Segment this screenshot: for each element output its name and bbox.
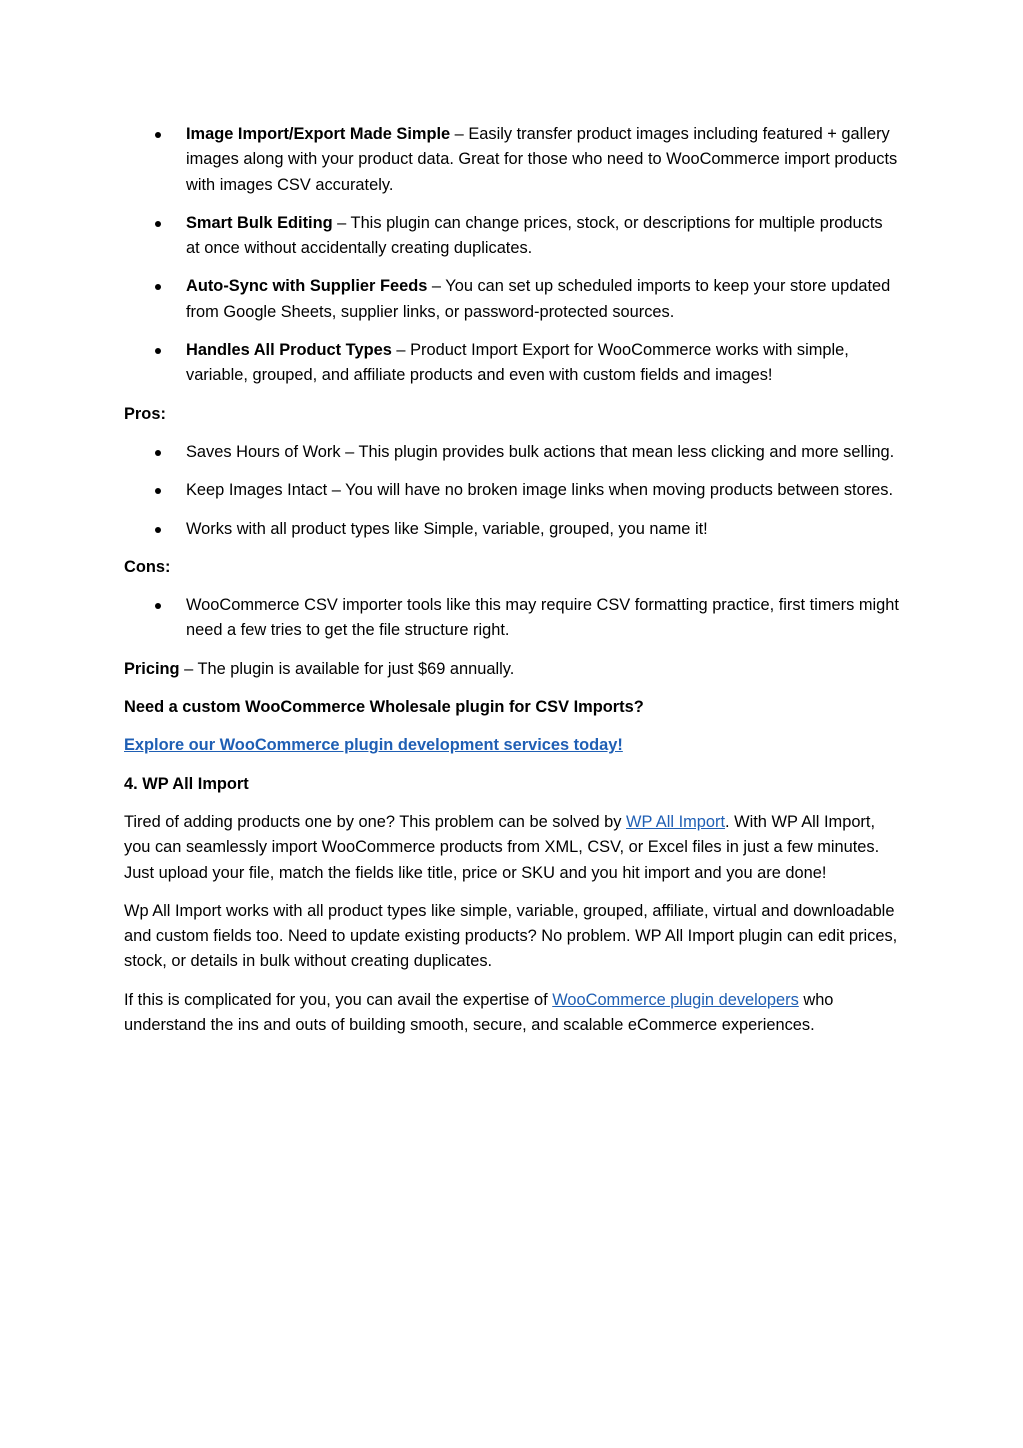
- list-item: [124, 517, 899, 542]
- bullet-icon: [155, 348, 161, 354]
- pricing-paragraph: [124, 657, 899, 682]
- feature-title: Handles All Product Types: [186, 341, 392, 360]
- pros-heading: Pros:: [124, 404, 166, 423]
- cta-paragraph: [124, 733, 899, 758]
- cons-heading: Cons:: [124, 557, 171, 576]
- paragraph-developers: If this is complicated for you, you can avail the expertise of WooCommerce plugin developers who understand the ins and outs of building smooth, secure, and scalable eCommerce experiences.: [124, 990, 834, 1035]
- feature-list: [124, 122, 899, 389]
- bullet-icon: [155, 450, 161, 456]
- plugin-developers-link[interactable]: WooCommerce plugin developers: [552, 990, 799, 1009]
- pros-item-text: Keep Images Intact – You will have no broken image links when moving products between stores.: [186, 481, 894, 500]
- list-item: [124, 593, 899, 644]
- list-item: [124, 338, 899, 389]
- cta-question: Need a custom WooCommerce Wholesale plugin for CSV Imports?: [124, 698, 644, 717]
- bullet-icon: [155, 603, 161, 609]
- pros-item-text: Works with all product types like Simple, variable, grouped, you name it!: [186, 519, 708, 538]
- feature-title: Auto-Sync with Supplier Feeds: [186, 277, 428, 296]
- pros-item-text: Saves Hours of Work – This plugin provides bulk actions that mean less clicking and more selling.: [186, 442, 895, 461]
- feature-title: Image Import/Export Made Simple: [186, 125, 451, 143]
- explore-services-link[interactable]: Explore our WooCommerce plugin development services today!: [124, 736, 623, 755]
- list-item: [124, 478, 899, 503]
- bullet-icon: [155, 132, 161, 138]
- document-page: [124, 122, 899, 1051]
- feature-text: – This plugin can change prices, stock, or descriptions for multiple products at once without accidentally creating duplicates.: [186, 213, 883, 258]
- bullet-icon: [155, 488, 161, 494]
- bullet-icon: [155, 527, 161, 533]
- feature-text: – You can set up scheduled imports to keep your store updated from Google Sheets, supplier links, or password-protected sources.: [186, 277, 891, 321]
- bullet-icon: [155, 284, 161, 290]
- feature-title: Smart Bulk Editing: [186, 213, 333, 232]
- wp-all-import-link[interactable]: WP All Import: [626, 812, 726, 831]
- paragraph-intro: Tired of adding products one by one? This problem can be solved by WP All Import. With WP All Import, you can seamlessly import WooCommerce products from XML, CSV, or Excel files in just a few minutes. Just upload your file, match the fields like title, price or SKU and you hit import and you are done!: [124, 812, 880, 882]
- list-item: [124, 211, 899, 262]
- section-heading: 4. WP All Import: [124, 774, 249, 793]
- feature-text: – Easily transfer product images including featured + gallery images along with your product data. Great for those who need to WooCommerce import products with images CSV accurately.: [186, 125, 898, 194]
- bullet-icon: [155, 221, 161, 227]
- paragraph-product-types: Wp All Import works with all product types like simple, variable, grouped, affiliate, virtual and downloadable and custom fields too. Need to update existing products? No problem. WP All Import plugin can edit prices, stock, or details in bulk without creating duplicates.: [124, 901, 898, 971]
- feature-text: – Product Import Export for WooCommerce works with simple, variable, grouped, and affiliate products and even with custom fields and images!: [186, 341, 849, 385]
- list-item: [124, 440, 899, 465]
- cons-item-text: WooCommerce CSV importer tools like this may require CSV formatting practice, first timers might need a few tries to get the file structure right.: [186, 596, 899, 640]
- pros-list: [124, 440, 899, 542]
- pricing-label: Pricing: [124, 659, 180, 678]
- pricing-text: – The plugin is available for just $69 annually.: [179, 659, 515, 678]
- list-item: [124, 122, 899, 198]
- list-item: [124, 274, 899, 325]
- cons-list: [124, 593, 899, 644]
